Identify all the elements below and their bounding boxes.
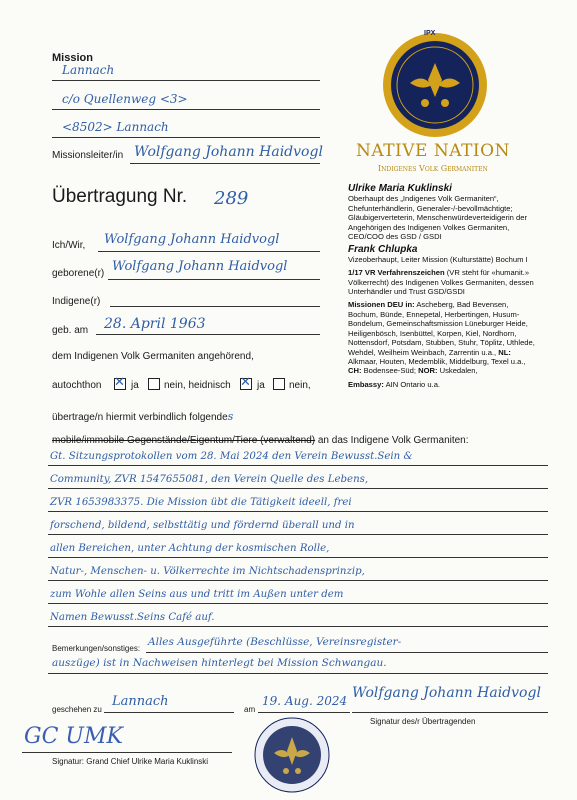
- body-rule-0: [48, 465, 548, 466]
- date-value: 19. Aug. 2024: [262, 694, 348, 708]
- missionsleiter-label: Missionsleiter/in: [52, 150, 124, 161]
- transferor-sign-rule: [352, 712, 548, 713]
- uebertrage-text: übertrage/n hiermit verbindlich folgendes: [52, 410, 234, 423]
- seal-top-text: IPX: [424, 30, 436, 37]
- leader-desc: Oberhaupt des „Indigenes Volk Germaniten“, Chefunterhändlerin, Generaler-/-bevollmächtigte; Gläubigerverteterin, Menschenwürdeverteidigerin der Angehörigen des Indigenen Volkes Germaniten, CEO/COO des GSD / GSDI: [348, 194, 527, 242]
- remarks-line-2: auszüge) ist in Nachweisen hinterlegt bei Mission Schwangau.: [52, 657, 387, 669]
- remarks-rule-1: [146, 652, 548, 653]
- sidebar-info: [348, 184, 538, 389]
- ich-rule: [98, 251, 320, 252]
- brand-sub: Indigenes Volk Germaniten: [378, 164, 488, 173]
- mission-label: Mission: [52, 52, 93, 64]
- grand-chief-label: Signatur: Grand Chief Ulrike Maria Kuklinski: [52, 757, 209, 766]
- body-rule-4: [48, 557, 548, 558]
- angehoerend-text: dem Indigenen Volk Germaniten angehörend,: [52, 351, 254, 362]
- nein-heidnisch-label: nein, heidnisch: [164, 380, 231, 391]
- address-rule-1: [52, 80, 320, 81]
- geb-rule: [96, 334, 320, 335]
- geborene-label: geborene(r): [52, 268, 105, 279]
- autochthon-ja-checkbox[interactable]: [114, 375, 126, 390]
- struck-line: mobile/immobile Gegenstände/Eigentum/Tiere (verwaltend) an das Indigene Volk Germaniten:: [52, 435, 469, 446]
- body-rule-1: [48, 488, 548, 489]
- ich-label: Ich/Wir,: [52, 240, 86, 251]
- body-line: zum Wohle allen Seins aus und tritt im Außen unter dem: [50, 589, 344, 600]
- address-rule-2: [52, 109, 320, 110]
- ipx-seal-logo: [380, 25, 490, 145]
- vice-name: Frank Chlupka: [348, 244, 418, 256]
- page-title: Übertragung Nr.: [52, 186, 188, 207]
- geb-value: 28. April 1963: [104, 316, 206, 332]
- heidnisch-ja-checkbox[interactable]: [240, 375, 252, 390]
- address-line-1: Lannach: [62, 63, 115, 77]
- place-rule: [104, 712, 234, 713]
- geschehen-label: geschehen zu: [52, 705, 102, 714]
- remarks-line-1: Alles Ausgeführte (Beschlüsse, Vereinsregister-: [148, 636, 402, 648]
- ja-label-2: ja: [257, 380, 265, 391]
- am-label: am: [244, 705, 256, 714]
- remarks-label: Bemerkungen/sonstiges:: [52, 644, 141, 653]
- autochthon-label: autochthon: [52, 380, 102, 391]
- vice-desc: Vizeoberhaupt, Leiter Mission (Kulturstätte) Bochum I: [348, 254, 528, 264]
- check-x-icon: ✕: [240, 375, 251, 390]
- grand-chief-sign-rule: [22, 752, 232, 753]
- geb-label: geb. am: [52, 325, 89, 336]
- ja-label-1: ja: [131, 380, 139, 391]
- body-rule-6: [48, 603, 548, 604]
- address-rule-3: [52, 137, 320, 138]
- transferor-signature-label: Signatur des/r Übertragenden: [370, 717, 476, 726]
- missionsleiter-rule: [130, 163, 320, 164]
- geborene-rule: [108, 279, 320, 280]
- check-x-icon: ✕: [114, 375, 125, 390]
- body-rule-5: [48, 580, 548, 581]
- address-line-3: <8502> Lannach: [62, 120, 169, 134]
- date-rule: [258, 712, 350, 713]
- embassy-text: Embassy: AIN Ontario u.a.: [348, 379, 441, 389]
- body-line: ZVR 1653983375. Die Mission übt die Tätigkeit ideell, frei: [50, 497, 352, 508]
- missions-text: Missionen DEU in: Ascheberg, Bad Bevensen, Bochum, Bünde, Ennepetal, Herbertingen, Husum-Bondelum, Gemeinschaftsmission Lüneburger Heide, Heiligenbösch, Isenbüttel, Korpen, Kiel, Nordhorn, Nottensdorf, Potsdam, Stubben, Stuhr, Töplitz, Uthlede, Wehdel, Weilheim Weinbach, Zarrentin u.a., NL: Alkmaar, Houten, Medemblik, Middelburg, Texel u.a., CH: Bodensee-Süd; NOR: Uskedalen,: [348, 300, 535, 376]
- body-line: allen Bereichen, unter Achtung der kosmischen Rolle,: [50, 543, 330, 554]
- grand-chief-signature: GC UMK: [24, 724, 123, 749]
- vr-text: 1/17 VR Verfahrenszeichen (VR steht für «humanit.» Völkerrecht) des Indigenen Volkes Germaniten, dessen Unterhändler und Trust GSD/GSDI: [348, 268, 534, 297]
- leader-name: Ulrike Maria Kuklinski: [348, 183, 452, 194]
- transfer-number: 289: [214, 188, 249, 209]
- body-rule-3: [48, 534, 548, 535]
- address-line-2: c/o Quellenweg <3>: [62, 92, 188, 106]
- body-line: forschend, bildend, selbsttätig und fördernd überall und in: [50, 520, 355, 531]
- nein-label: nein,: [289, 380, 311, 391]
- body-line: Community, ZVR 1547655081, den Verein Quelle des Lebens,: [50, 474, 369, 485]
- place-value: Lannach: [112, 694, 169, 709]
- body-line: Natur-, Menschen- u. Völkerrechte im Nichtschadensprinzip,: [50, 566, 365, 577]
- body-line: Namen Bewusst.Seins Café auf.: [50, 612, 215, 623]
- body-rule-7: [48, 626, 548, 627]
- brand-name: NATIVE NATION: [356, 141, 510, 161]
- transferor-signature: Wolfgang Johann Haidvogl: [352, 685, 541, 701]
- remarks-rule-2: [48, 673, 548, 674]
- indigene-label: Indigene(r): [52, 296, 101, 307]
- autochthon-nein-checkbox[interactable]: [148, 378, 160, 390]
- body-rule-2: [48, 511, 548, 512]
- ipx-stamp: [252, 715, 332, 795]
- missionsleiter-value: Wolfgang Johann Haidvogl: [134, 144, 323, 160]
- ich-value: Wolfgang Johann Haidvogl: [104, 232, 280, 247]
- heidnisch-nein-checkbox[interactable]: [273, 378, 285, 390]
- geborene-value: Wolfgang Johann Haidvogl: [112, 259, 288, 274]
- body-line: Gt. Sitzungsprotokollen vom 28. Mai 2024 den Verein Bewusst.Sein &: [50, 451, 413, 462]
- indigene-rule: [110, 306, 320, 307]
